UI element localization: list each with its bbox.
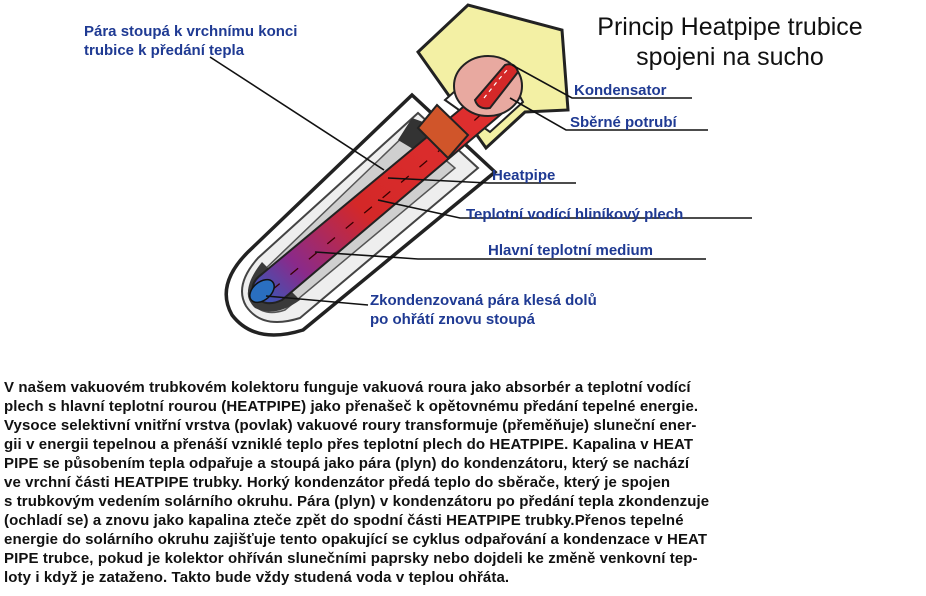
description-line: PIPE trubce, pokud je kolektor ohříván slunečními paprsky nebo dojdeli ke změně venkovní tep-: [4, 550, 698, 567]
description-line: V našem vakuovém trubkovém kolektoru funguje vakuová roura jako absorbér a teplotní vodící: [4, 379, 691, 396]
label-main-medium: Hlavní teplotní medium: [488, 242, 654, 259]
label-heatpipe: Heatpipe: [492, 167, 556, 184]
description-line: Vysoce selektivní vnitřní vrstva (povlak) vakuové roury transformuje (přeměňuje) sluneční ener-: [4, 417, 697, 434]
label-condensed-line-1: Zkondenzovaná pára klesá dolů: [370, 292, 597, 309]
label-condensed-line-2: po ohřátí znovu stoupá: [370, 311, 535, 328]
description-line: (ochladí se) a znovu jako kapalina zteče zpět do spodní části HEATPIPE trubky.Přenos tepelné: [4, 512, 684, 529]
description-line: gii v energii tepelnou a přenáší vzniklé teplo přes teplotní plech do HEATPIPE. Kapalina v HEAT: [4, 436, 694, 453]
label-vapor-rise: [84, 22, 297, 60]
label-aluminum-plate: Teplotní vodící hliníkový plech: [466, 206, 684, 223]
description-line: s trubkovým vedením solárního okruhu. Pára (plyn) v kondenzátoru po předání tepla zkondenzuje: [4, 493, 710, 510]
label-condensed: [370, 291, 597, 329]
description-line: PIPE se působením tepla odpařuje a stoupá jako pára (plyn) do kondenzátoru, který se nachází: [4, 455, 690, 472]
description-line: ve vrchní části HEATPIPE trubky. Horký kondenzátor předá teplo do sběrače, který je spojen: [4, 474, 671, 491]
title-line-1: Princip Heatpipe trubice: [597, 13, 863, 41]
description-line: plech s hlavní teplotní rourou (HEATPIPE) jako přenašeč k opětovnému předání tepelné energie.: [4, 398, 699, 415]
title-line-2: spojeni na sucho: [636, 43, 824, 71]
label-vapor-rise-line-1: Pára stoupá k vrchnímu konci: [84, 23, 298, 40]
condenser-bulb: [454, 56, 522, 116]
description-paragraph: [4, 378, 922, 587]
label-condenser: Kondensator: [574, 82, 667, 99]
label-manifold: Sběrné potrubí: [570, 114, 677, 131]
description-line: loty i když je zataženo. Takto bude vždy studená voda v teplou ohřáta.: [4, 569, 510, 586]
label-vapor-rise-line-2: trubice k předání tepla: [84, 42, 245, 59]
description-line: energie do solárního okruhu zajišťuje tento opakující se cyklus odpařování a kondenzace v HEAT: [4, 531, 708, 548]
diagram-title: [540, 12, 920, 72]
leader-vapor-rise: [210, 57, 384, 170]
